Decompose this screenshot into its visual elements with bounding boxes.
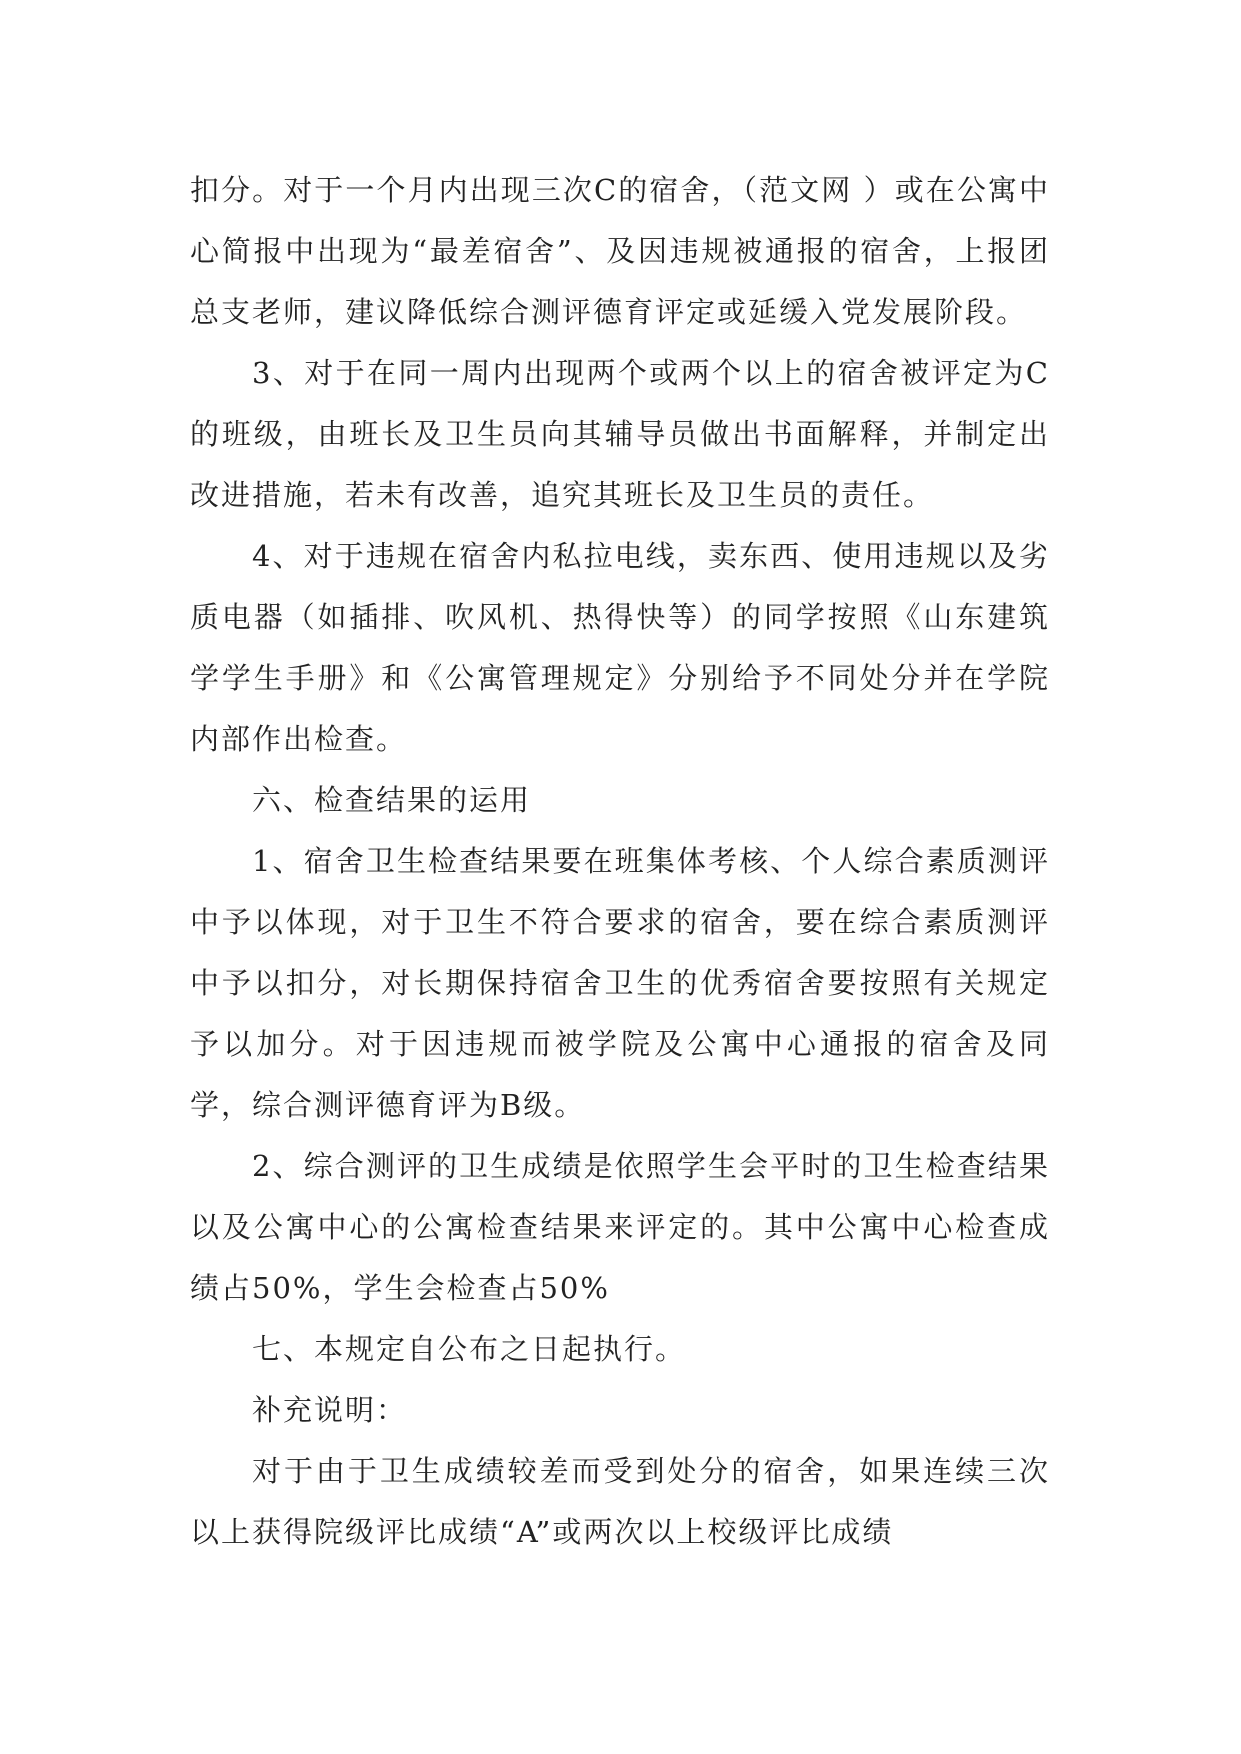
paragraph-item-3: 3、对于在同一周内出现两个或两个以上的宿舍被评定为C的班级，由班长及卫生员向其辅导员做出书面解释，并制定出改进措施，若未有改善，追究其班长及卫生员的责任。	[190, 356, 1050, 512]
section-heading-6: 六、检查结果的运用	[252, 783, 532, 817]
paragraph-item-4: 4、对于违规在宿舍内私拉电线，卖东西、使用违规以及劣质电器（如插排、吹风机、热得快等）的同学按照《山东建筑学学生手册》和《公寓管理规定》分别给予不同处分并在学院内部作出检查。	[190, 539, 1050, 756]
paragraph-result-item-2: 2、综合测评的卫生成绩是依照学生会平时的卫生检查结果以及公寓中心的公寓检查结果来评定的。其中公寓中心检查成绩占50%，学生会检查占50%	[190, 1149, 1050, 1305]
supplement-paragraph: 对于由于卫生成绩较差而受到处分的宿舍，如果连续三次以上获得院级评比成绩“A”或两次以上校级评比成绩	[190, 1454, 1050, 1549]
supplement-heading: 补充说明：	[252, 1393, 408, 1427]
document-body	[190, 160, 1050, 1563]
paragraph-deduction-continued: 扣分。对于一个月内出现三次C的宿舍，（范文网 ）或在公寓中心简报中出现为“最差宿舍”、及因违规被通报的宿舍，上报团总支老师，建议降低综合测评德育评定或延缓入党发展阶段。	[190, 173, 1050, 329]
paragraph-result-item-1: 1、宿舍卫生检查结果要在班集体考核、个人综合素质测评中予以体现，对于卫生不符合要求的宿舍，要在综合素质测评中予以扣分，对长期保持宿舍卫生的优秀宿舍要按照有关规定予以加分。对于因违规而被学院及公寓中心通报的宿舍及同学，综合测评德育评为B级。	[190, 844, 1050, 1122]
section-heading-7: 七、本规定自公布之日起执行。	[252, 1332, 687, 1366]
